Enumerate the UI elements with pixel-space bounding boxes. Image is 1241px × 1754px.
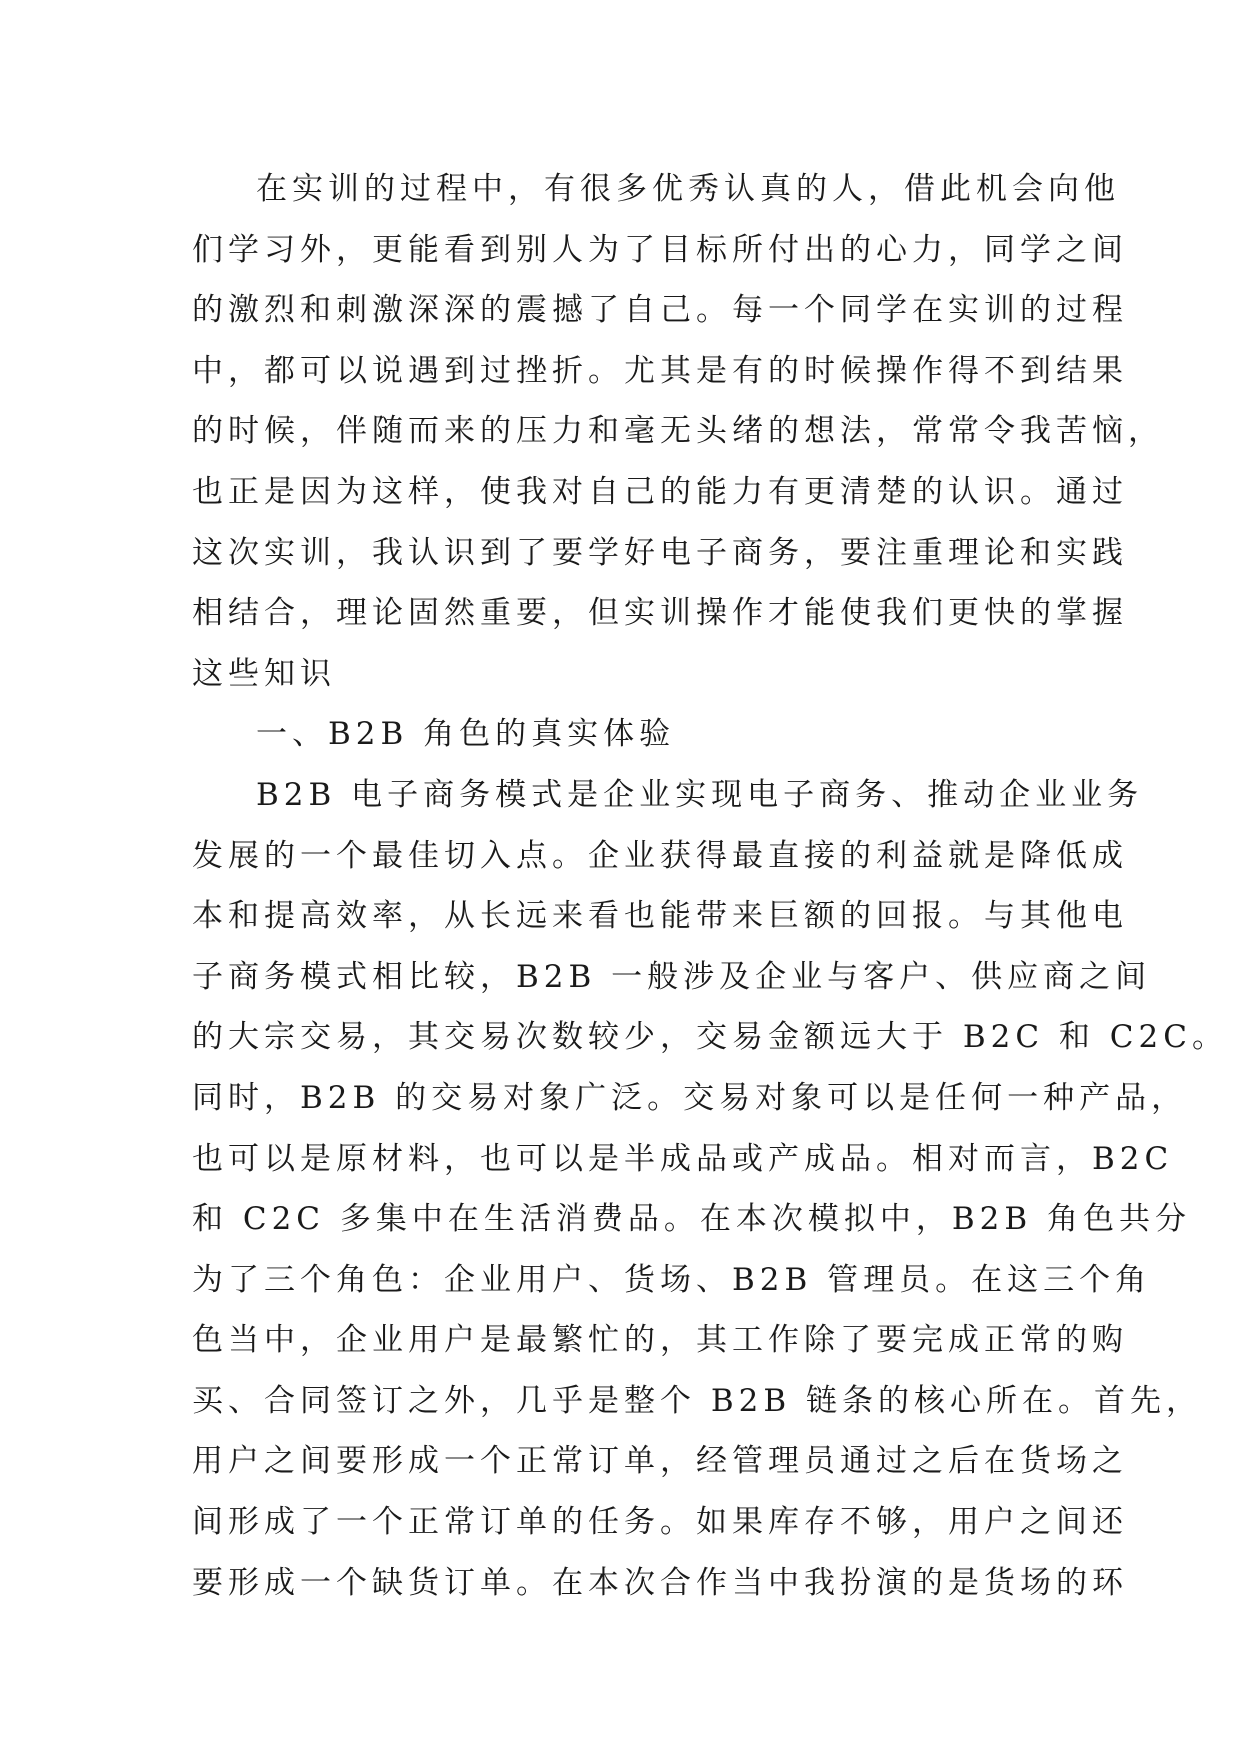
text-line: 用户之间要形成一个正常订单，经管理员通过之后在货场之 <box>192 1443 1128 1480</box>
text-line: 和 C2C 多集中在生活消费品。在本次模拟中，B2B 角色共分 <box>192 1201 1192 1238</box>
text-line: 相结合，理论固然重要，但实训操作才能使我们更快的掌握 <box>192 595 1128 632</box>
text-line: 本和提高效率，从长远来看也能带来巨额的回报。与其他电 <box>192 898 1128 935</box>
text-line: 在实训的过程中，有很多优秀认真的人，借此机会向他 <box>256 171 1120 207</box>
text-line: 的时候，伴随而来的压力和毫无头绪的想法，常常令我苦恼， <box>192 413 1164 450</box>
paragraph <box>192 765 1228 1613</box>
text-line: 的大宗交易，其交易次数较少，交易金额远大于 B2C 和 C2C。 <box>192 1019 1228 1056</box>
text-line: 同时，B2B 的交易对象广泛。交易对象可以是任何一种产品， <box>192 1079 1188 1116</box>
text-line: 们学习外，更能看到别人为了目标所付出的心力，同学之间 <box>192 231 1128 268</box>
text-line: 的激烈和刺激深深的震撼了自己。每一个同学在实训的过程 <box>192 292 1128 329</box>
document-body <box>192 159 1228 1613</box>
text-line: 买、合同签订之外，几乎是整个 B2B 链条的核心所在。首先， <box>192 1382 1202 1419</box>
text-line: 子商务模式相比较，B2B 一般涉及企业与客户、供应商之间 <box>192 958 1152 995</box>
text-line: 色当中，企业用户是最繁忙的，其工作除了要完成正常的购 <box>192 1322 1128 1359</box>
text-line: 要形成一个缺货订单。在本次合作当中我扮演的是货场的环 <box>192 1564 1128 1601</box>
text-line: 也可以是原材料，也可以是半成品或产成品。相对而言，B2C <box>192 1140 1174 1177</box>
text-line: B2B 电子商务模式是企业实现电子商务、推动企业业务 <box>256 776 1144 813</box>
paragraph <box>192 159 1164 704</box>
text-line: 一、B2B 角色的真实体验 <box>256 716 676 753</box>
text-line: 这次实训，我认识到了要学好电子商务，要注重理论和实践 <box>192 534 1128 571</box>
text-line: 也正是因为这样，使我对自己的能力有更清楚的认识。通过 <box>192 473 1128 510</box>
text-line: 间形成了一个正常订单的任务。如果库存不够，用户之间还 <box>192 1504 1128 1541</box>
text-line: 这些知识 <box>192 655 336 692</box>
text-line: 中，都可以说遇到过挫折。尤其是有的时候操作得不到结果 <box>192 352 1128 389</box>
paragraph <box>192 704 1072 765</box>
text-line: 为了三个角色：企业用户、货场、B2B 管理员。在这三个角 <box>192 1261 1152 1298</box>
text-line: 发展的一个最佳切入点。企业获得最直接的利益就是降低成 <box>192 837 1128 874</box>
